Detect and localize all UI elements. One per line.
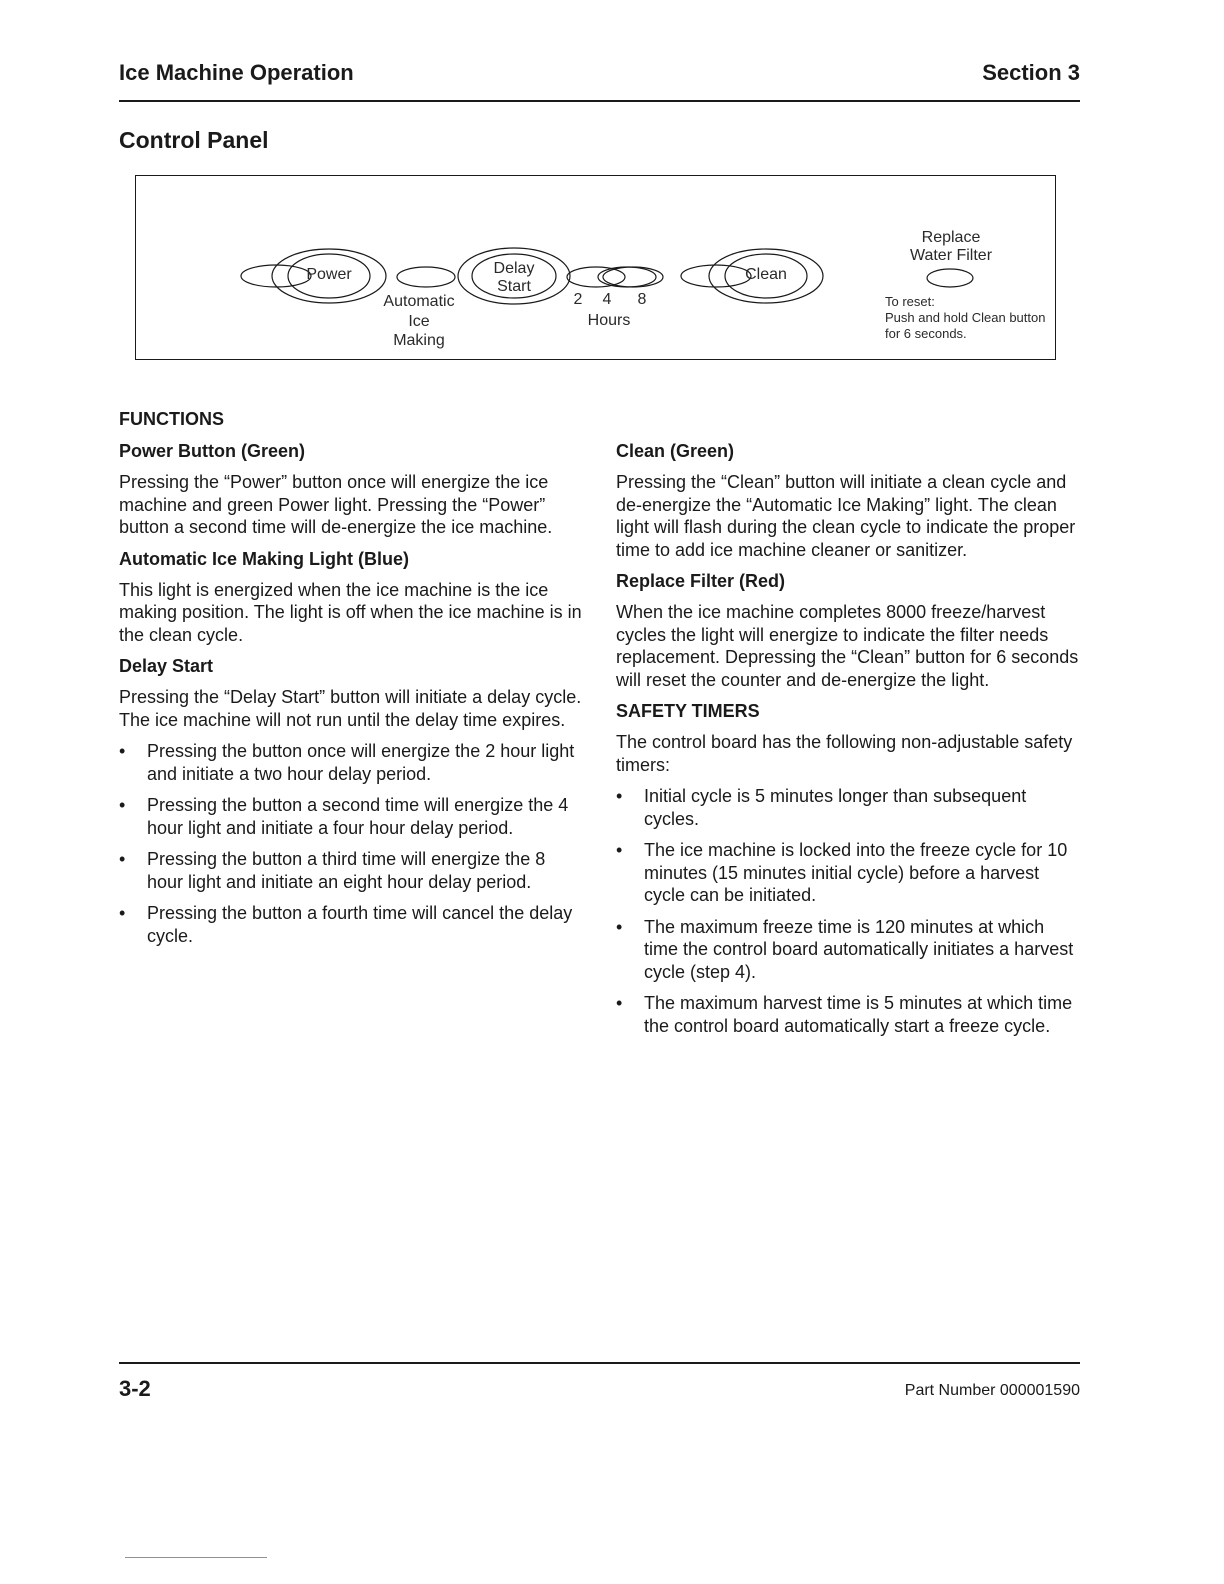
left-column: [119, 408, 583, 956]
list-item: [119, 848, 583, 893]
page-number: 3-2: [119, 1376, 151, 1401]
right-column: [616, 440, 1080, 1046]
list-item-text: The ice machine is locked into the freeze cycle for 10 minutes (15 minutes initial cycle) before a harvest cycle can be initiated.: [644, 840, 1068, 905]
replace-filter-text: When the ice machine completes 8000 freeze/harvest cycles the light will energize to indicate the filter needs replacement. Depressing the “Clean” button for 6 seconds will reset the counter and de-energize the light.: [616, 602, 1079, 690]
hour-4-light: [598, 267, 656, 287]
list-item: [616, 992, 1080, 1037]
power-button-text: Pressing the “Power” button once will energize the ice machine and green Power light. Pressing the “Power” button a second time will de-energize the ice machine.: [119, 472, 553, 537]
list-item: [119, 794, 583, 839]
list-item-text: Pressing the button a fourth time will cancel the delay cycle.: [147, 903, 573, 946]
list-item: [119, 740, 583, 785]
footer-link-line: [125, 1557, 267, 1558]
bullet-glyph: •: [616, 840, 623, 860]
list-item-text: The maximum freeze time is 120 minutes at which time the control board automatically initiates a harvest cycle (step 4).: [644, 916, 1074, 982]
delay-start-label: [479, 260, 549, 296]
auto-label-line2: Ice: [408, 312, 430, 330]
header-rule: [119, 100, 1080, 102]
safety-timers-heading: SAFETY TIMERS: [616, 701, 760, 721]
power-button-heading: Power Button (Green): [119, 441, 306, 461]
header-section-title: Ice Machine Operation: [119, 60, 354, 85]
hours-label: Hours: [587, 312, 631, 329]
list-item-text: Pressing the button once will energize the 2 hour light and initiate a two hour delay period.: [147, 741, 575, 784]
bullet-glyph: •: [616, 916, 623, 937]
reset-line1: To reset:: [885, 294, 935, 309]
safety-timers-text: The control board has the following non-adjustable safety timers:: [616, 732, 1073, 775]
part-number: Part Number 000001590: [904, 1382, 1080, 1399]
clean-heading: Clean (Green): [616, 441, 735, 461]
delay-start-heading: Delay Start: [119, 656, 214, 676]
hour-2-light: [567, 267, 625, 287]
safety-bullet-list: [616, 785, 1080, 1037]
delay-label-line1: Delay: [493, 260, 535, 277]
replace-filter-light: [927, 269, 973, 287]
footer-rule: [119, 1362, 1080, 1364]
hour-2-label: 2: [573, 291, 583, 308]
page-title: Control Panel: [119, 127, 269, 153]
replace-filter-heading: Replace Filter (Red): [616, 571, 786, 591]
bullet-glyph: •: [616, 993, 623, 1013]
replace-label-line2: Water Filter: [909, 247, 993, 264]
clean-text: Pressing the “Clean” button will initiate a clean cycle and de-energize the “Automatic Ice Making” light. The clean light will flash during the clean cycle to indicate the proper time to add ice machine cleaner or sanitizer.: [616, 472, 1076, 560]
automatic-ice-making-light: [397, 267, 455, 287]
bullet-glyph: •: [119, 903, 126, 923]
replace-filter-label: [891, 229, 1011, 265]
hour-8-light-visible: [603, 267, 663, 287]
auto-ice-heading: Automatic Ice Making Light (Blue): [119, 548, 410, 569]
bullet-glyph: •: [119, 795, 126, 815]
functions-heading: FUNCTIONS: [119, 409, 224, 429]
reset-instructions: [885, 294, 1055, 342]
hour-4-label: 4: [602, 291, 612, 308]
delay-label-line2: Start: [497, 278, 531, 295]
list-item-text: Pressing the button a second time will energize the 4 hour light and initiate a four hour delay period.: [147, 795, 569, 838]
power-label: Power: [306, 266, 352, 283]
hour-8-label: 8: [637, 291, 647, 308]
automatic-ice-making-label: [374, 292, 464, 351]
auto-ice-text: This light is energized when the ice machine is the ice making position. The light is off when the ice machine is in the clean cycle.: [119, 579, 582, 645]
list-item: [119, 902, 583, 947]
control-panel-diagram: [135, 175, 1056, 360]
reset-line3: for 6 seconds.: [885, 326, 967, 341]
bullet-glyph: •: [119, 741, 126, 761]
auto-label-line3: Making: [393, 332, 445, 349]
clean-label: Clean: [745, 266, 787, 283]
list-item-text: Pressing the button a third time will energize the 8 hour light and initiate an eight hour delay period.: [147, 849, 546, 892]
auto-label-line1: Automatic: [383, 293, 455, 310]
reset-line2: Push and hold Clean button: [885, 310, 1046, 325]
delay-start-text: Pressing the “Delay Start” button will initiate a delay cycle. The ice machine will not run until the delay time expires.: [119, 687, 582, 730]
list-item: [616, 839, 1080, 907]
list-item-text: The maximum harvest time is 5 minutes at which time the control board automatically start a freeze cycle.: [644, 993, 1073, 1036]
list-item: [616, 916, 1080, 984]
delay-bullet-list: [119, 740, 583, 947]
header-section-number: Section 3: [982, 60, 1080, 85]
bullet-glyph: •: [119, 849, 126, 869]
replace-label-line1: Replace: [921, 229, 981, 246]
bullet-glyph: •: [616, 786, 623, 806]
list-item: [616, 785, 1080, 830]
list-item-text: Initial cycle is 5 minutes longer than subsequent cycles.: [644, 786, 1027, 829]
